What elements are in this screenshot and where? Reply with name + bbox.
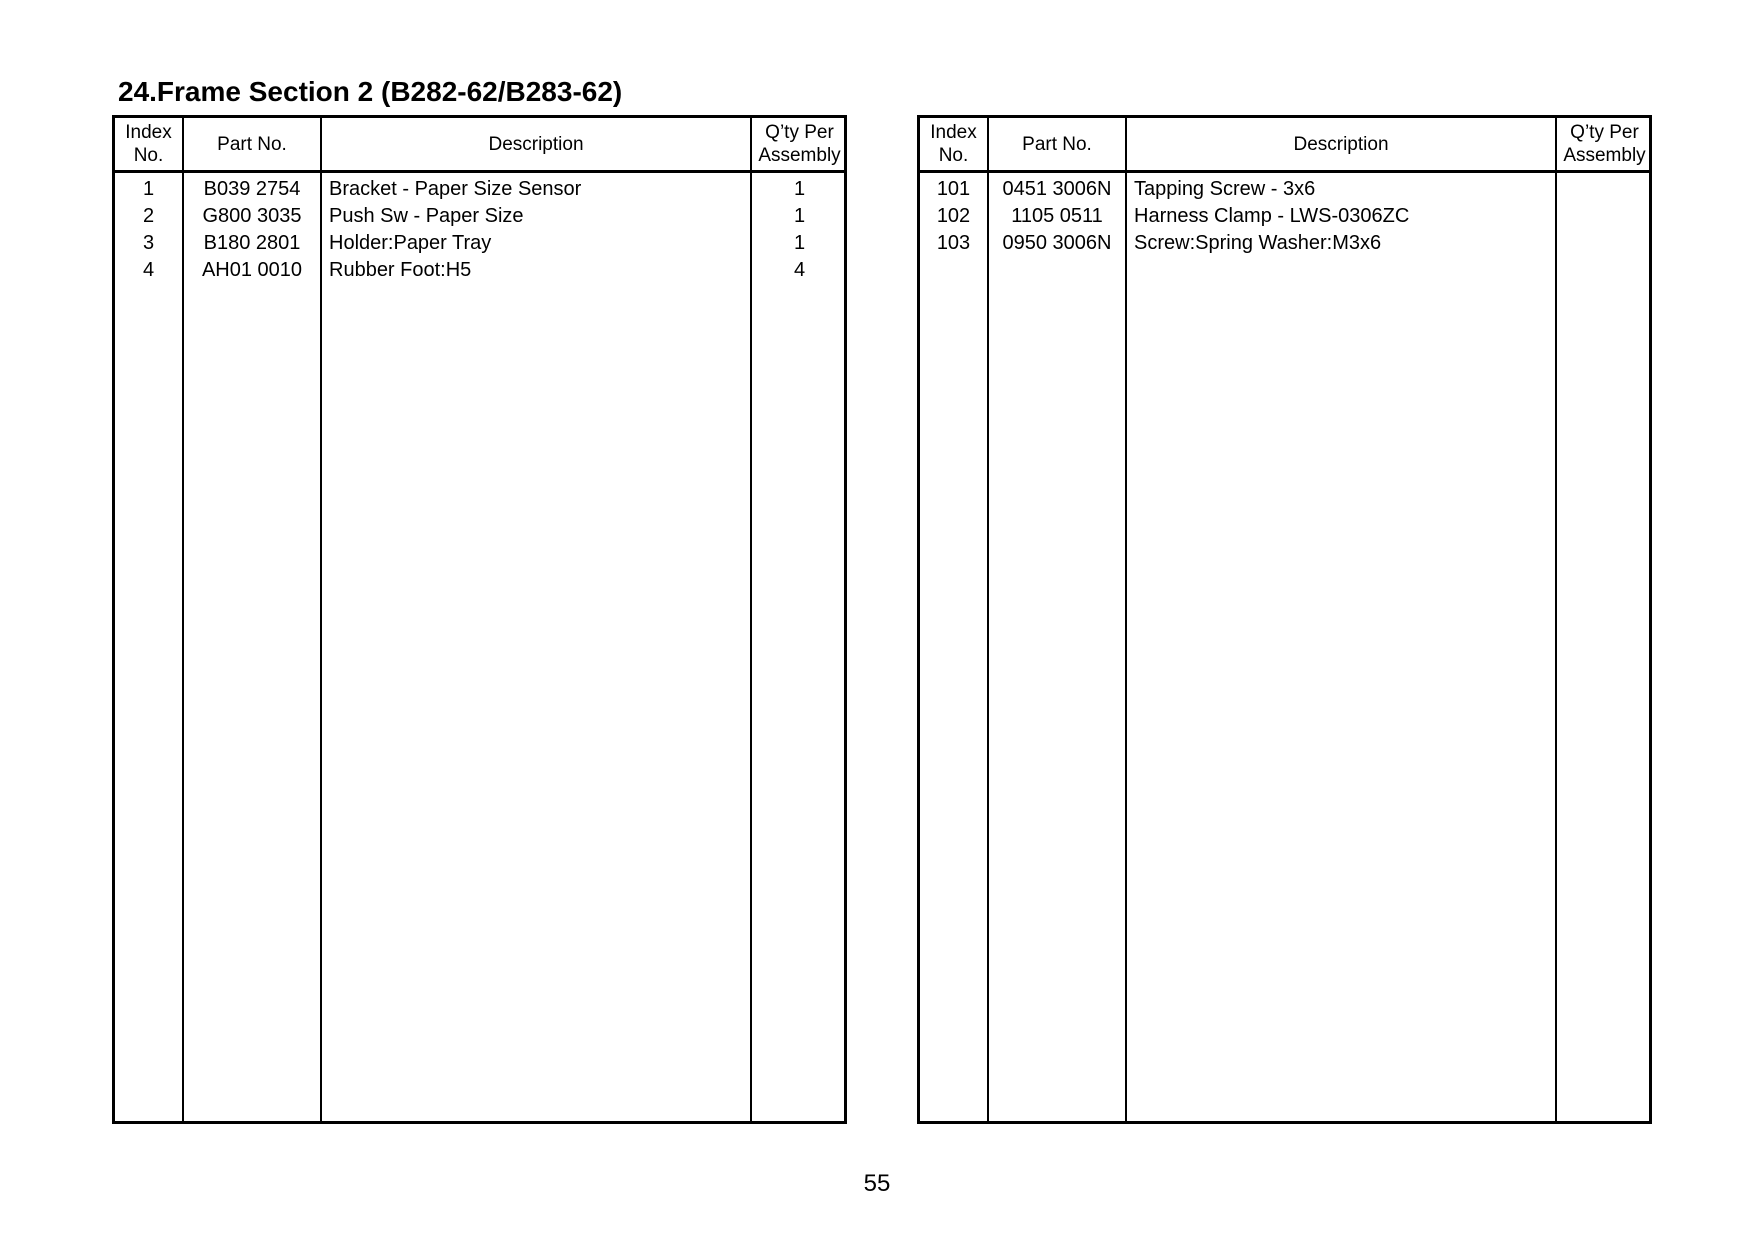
table-row [920, 203, 1649, 230]
header-divider [920, 170, 1649, 173]
cell-qty [1557, 230, 1652, 257]
cell-qty: 4 [793, 259, 806, 281]
header-qty: Q’ty Per Assembly [1563, 122, 1646, 166]
cell-index: 4 [142, 259, 155, 281]
cell-qty: 1 [793, 205, 806, 227]
cell-description: Bracket - Paper Size Sensor [329, 178, 582, 200]
cell-index: 1 [142, 178, 155, 200]
parts-table-left [112, 115, 847, 1124]
header-description: Description [488, 133, 584, 155]
table-row [115, 230, 844, 257]
cell-index: 102 [936, 205, 971, 227]
header-part-no: Part No. [1022, 133, 1092, 155]
header-description: Description [1293, 133, 1389, 155]
cell-part-no: AH01 0010 [201, 259, 303, 281]
cell-part-no: B180 2801 [203, 232, 301, 254]
cell-description: Harness Clamp - LWS-0306ZC [1134, 205, 1410, 227]
column-divider [987, 118, 989, 1121]
cell-qty: 1 [793, 178, 806, 200]
cell-qty: 1 [793, 232, 806, 254]
cell-index: 3 [142, 232, 155, 254]
cell-description: Rubber Foot:H5 [329, 259, 472, 281]
page-number: 55 [863, 1170, 891, 1197]
cell-qty [1557, 203, 1652, 230]
cell-description: Screw:Spring Washer:M3x6 [1134, 232, 1382, 254]
cell-qty [1557, 176, 1652, 203]
header-index: Index No. [125, 122, 172, 166]
header-divider [115, 170, 844, 173]
table-row [115, 203, 844, 230]
table-body [920, 176, 1649, 257]
table-row [115, 257, 844, 284]
section-title: 24.Frame Section 2 (B282-62/B283-62) [118, 76, 623, 107]
cell-index: 2 [142, 205, 155, 227]
table-row [920, 176, 1649, 203]
cell-index: 101 [936, 178, 971, 200]
header-part-no: Part No. [217, 133, 287, 155]
cell-description: Push Sw - Paper Size [329, 205, 524, 227]
cell-part-no: B039 2754 [203, 178, 301, 200]
table-row [920, 230, 1649, 257]
header-index: Index No. [930, 122, 977, 166]
cell-part-no: G800 3035 [202, 205, 302, 227]
cell-description: Holder:Paper Tray [329, 232, 492, 254]
cell-description: Tapping Screw - 3x6 [1134, 178, 1316, 200]
cell-index: 103 [936, 232, 971, 254]
header-qty: Q’ty Per Assembly [758, 122, 841, 166]
column-divider [1555, 118, 1557, 1121]
table-row [115, 176, 844, 203]
parts-table-right [917, 115, 1652, 1124]
cell-part-no: 1105 0511 [1011, 205, 1103, 227]
table-body [115, 176, 844, 284]
column-divider [1125, 118, 1127, 1121]
cell-part-no: 0451 3006N [1002, 178, 1112, 200]
cell-part-no: 0950 3006N [1002, 232, 1112, 254]
